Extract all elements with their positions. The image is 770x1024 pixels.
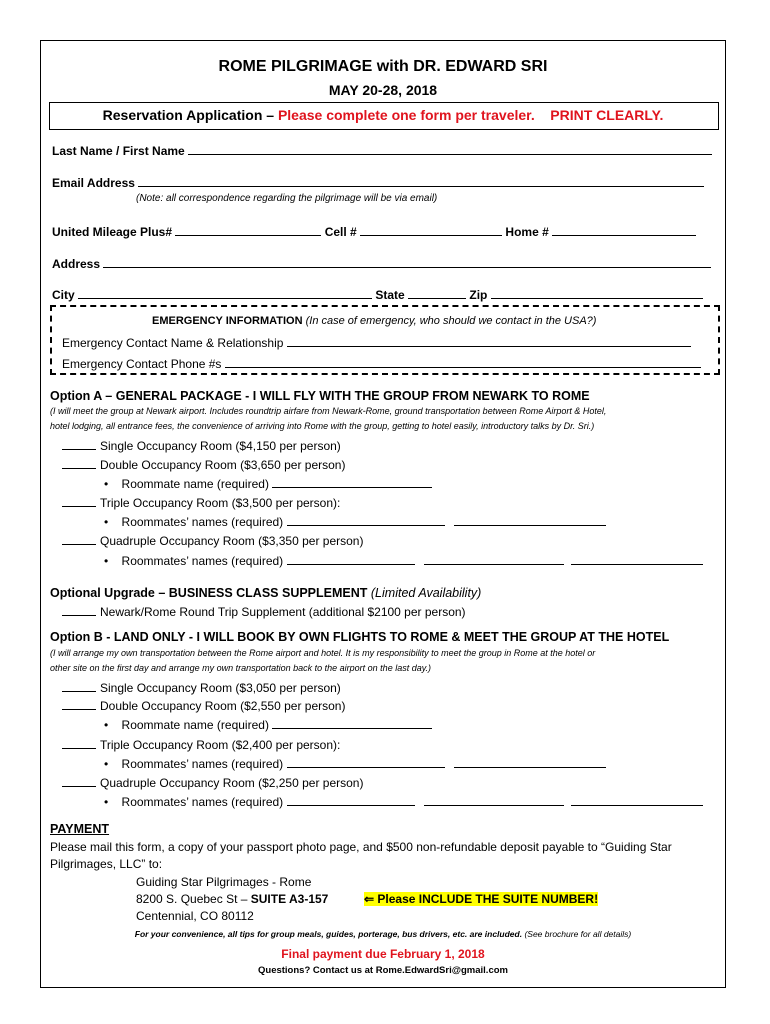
emergency-phone-label: Emergency Contact Phone #s <box>62 357 222 371</box>
mileage-line[interactable] <box>175 224 321 236</box>
option-b-title: Option B - LAND ONLY - I WILL BOOK BY OWN FLIGHTS TO ROME & MEET THE GROUP AT THE HOTEL <box>50 630 670 644</box>
option-a-title: Option A – GENERAL PACKAGE - I WILL FLY WITH THE GROUP FROM NEWARK TO ROME <box>50 389 590 403</box>
upgrade-supplement-label: Newark/Rome Round Trip Supplement (additional $2100 per person) <box>100 605 466 619</box>
option-a-triple[interactable] <box>62 495 340 510</box>
print-clearly: PRINT CLEARLY. <box>550 107 664 123</box>
option-a-roommates-quad-line-1[interactable] <box>287 553 415 565</box>
option-b-roommates-quad <box>104 794 703 809</box>
final-payment-due: Final payment due February 1, 2018 <box>281 947 485 961</box>
suite-reminder: ⇐ Please INCLUDE THE SUITE NUMBER! <box>364 892 599 906</box>
option-b-single[interactable] <box>62 680 341 695</box>
emergency-title: EMERGENCY INFORMATION <box>152 315 303 327</box>
emergency-subtitle: (In case of emergency, who should we contact in the USA?) <box>305 315 597 327</box>
option-a-roommate-label: Roommate name (required) <box>121 477 269 491</box>
tips-note <box>40 929 726 939</box>
mileage-label: United Mileage Plus# <box>52 225 173 239</box>
state-line[interactable] <box>408 287 466 299</box>
option-b-roommates <box>104 756 606 771</box>
option-a-quad-label: Quadruple Occupancy Room ($3,350 per person) <box>100 534 364 548</box>
option-a-roommates-line-1[interactable] <box>287 514 445 526</box>
upgrade-title: Optional Upgrade – BUSINESS CLASS SUPPLEMENT <box>50 586 368 600</box>
upgrade-availability: (Limited Availability) <box>370 586 482 600</box>
option-a-roommates-quad-label: Roommates’ names (required) <box>121 554 284 568</box>
mailing-address-line-3: Centennial, CO 80112 <box>136 909 254 923</box>
option-a-triple-label: Triple Occupancy Room ($3,500 per person): <box>100 496 341 510</box>
option-a-roommates-quad-line-3[interactable] <box>571 553 703 565</box>
option-b-triple[interactable] <box>62 737 340 752</box>
address-label: Address <box>52 257 101 271</box>
option-a-roommates <box>104 514 606 529</box>
option-a-roommates-label: Roommates’ names (required) <box>121 515 284 529</box>
upgrade-heading <box>50 586 481 600</box>
city-label: City <box>52 288 75 302</box>
reservation-instruction: Please complete one form per traveler. <box>277 107 535 123</box>
option-b-roommates-line-1[interactable] <box>287 756 445 768</box>
option-b-roommates-label: Roommates’ names (required) <box>121 757 284 771</box>
payment-text-2: Pilgrimages, LLC” to: <box>50 857 163 871</box>
option-b-roommates-line-2[interactable] <box>454 756 606 768</box>
cell-line[interactable] <box>360 224 502 236</box>
option-b-roommates-quad-line-2[interactable] <box>424 794 564 806</box>
option-b-triple-label: Triple Occupancy Room ($2,400 per person): <box>100 738 341 752</box>
last-first-name-line[interactable] <box>188 143 712 155</box>
emergency-phone-field[interactable] <box>62 356 701 371</box>
option-a-roommate <box>104 476 432 491</box>
contact-line: Questions? Contact us at Rome.EdwardSri@gmail.com <box>258 965 508 976</box>
reservation-line <box>40 107 726 123</box>
mailing-address-line-1: Guiding Star Pilgrimages - Rome <box>136 875 312 889</box>
option-a-roommates-line-2[interactable] <box>454 514 606 526</box>
option-a-single[interactable] <box>62 438 341 453</box>
payment-heading: PAYMENT <box>50 822 110 836</box>
option-a-roommates-quad-line-2[interactable] <box>424 553 564 565</box>
emergency-contact-line[interactable] <box>287 335 691 347</box>
option-b-note-2: other site on the first day and arrange my own transportation back to the airport on the last day.) <box>50 663 432 673</box>
option-a-quad[interactable] <box>62 533 363 548</box>
emergency-contact-field[interactable] <box>62 335 691 350</box>
option-b-double[interactable] <box>62 698 345 713</box>
option-b-quad-blank[interactable] <box>62 775 96 787</box>
option-b-single-label: Single Occupancy Room ($3,050 per person) <box>100 681 341 695</box>
option-b-single-blank[interactable] <box>62 680 96 692</box>
option-b-note-1: (I will arrange my own transportation between the Rome airport and hotel. It is my responsibility to meet the group in Rome at the hotel or <box>50 648 596 658</box>
reservation-prefix: Reservation Application – <box>102 107 275 123</box>
home-line[interactable] <box>552 224 696 236</box>
option-a-single-blank[interactable] <box>62 438 96 450</box>
home-label: Home # <box>505 225 549 239</box>
zip-label: Zip <box>469 288 488 302</box>
zip-line[interactable] <box>491 287 703 299</box>
address-field[interactable] <box>52 256 711 271</box>
option-a-single-label: Single Occupancy Room ($4,150 per person) <box>100 439 341 453</box>
state-label: State <box>375 288 405 302</box>
option-b-quad-label: Quadruple Occupancy Room ($2,250 per person) <box>100 776 364 790</box>
tips-brochure: (See brochure for all details) <box>524 929 632 939</box>
email-label: Email Address <box>52 176 135 190</box>
option-b-roommates-quad-line-3[interactable] <box>571 794 703 806</box>
last-first-name-field[interactable] <box>52 143 712 158</box>
last-first-name-label: Last Name / First Name <box>52 144 185 158</box>
address-line[interactable] <box>103 256 711 268</box>
phone-row <box>52 224 696 239</box>
option-b-roommates-quad-line-1[interactable] <box>287 794 415 806</box>
emergency-contact-label: Emergency Contact Name & Relationship <box>62 336 284 350</box>
option-b-double-blank[interactable] <box>62 698 96 710</box>
form-dates: MAY 20-28, 2018 <box>328 82 438 98</box>
option-b-roommate <box>104 717 432 732</box>
form-title: ROME PILGRIMAGE with DR. EDWARD SRI <box>218 58 548 75</box>
mailing-address-line-2 <box>136 892 328 906</box>
option-a-triple-blank[interactable] <box>62 495 96 507</box>
option-b-double-label: Double Occupancy Room ($2,550 per person) <box>100 699 346 713</box>
option-b-roommate-line[interactable] <box>272 717 432 729</box>
option-a-double-label: Double Occupancy Room ($3,650 per person) <box>100 458 346 472</box>
cell-label: Cell # <box>324 225 357 239</box>
emergency-phone-line[interactable] <box>225 356 701 368</box>
upgrade-supplement-blank[interactable] <box>62 604 96 616</box>
emergency-heading <box>152 315 596 327</box>
option-a-roommates-quad <box>104 553 703 568</box>
option-b-triple-blank[interactable] <box>62 737 96 749</box>
option-a-double-blank[interactable] <box>62 457 96 469</box>
option-a-quad-blank[interactable] <box>62 533 96 545</box>
option-b-roommate-label: Roommate name (required) <box>121 718 269 732</box>
email-line[interactable] <box>138 175 704 187</box>
city-line[interactable] <box>78 287 372 299</box>
tips-text: For your convenience, all tips for group meals, guides, porterage, bus drivers, etc. are included. <box>134 929 523 939</box>
option-a-double[interactable] <box>62 457 345 472</box>
payment-text-1: Please mail this form, a copy of your passport photo page, and $500 non-refundable deposit payable to “Guiding Star <box>50 840 672 854</box>
option-b-roommates-quad-label: Roommates’ names (required) <box>121 795 284 809</box>
option-b-quad[interactable] <box>62 775 363 790</box>
city-row <box>52 287 703 302</box>
mailing-suite: SUITE A3-157 <box>250 892 329 906</box>
option-a-roommate-line[interactable] <box>272 476 432 488</box>
upgrade-supplement[interactable] <box>62 604 466 619</box>
email-field[interactable] <box>52 175 704 190</box>
mailing-street: 8200 S. Quebec St – <box>136 892 248 906</box>
email-note: (Note: all correspondence regarding the pilgrimage will be via email) <box>136 193 438 204</box>
option-a-note-1: (I will meet the group at Newark airport. Includes roundtrip airfare from Newark-Rome, ground transportation between Rome Airport & Hotel, <box>50 406 607 416</box>
option-a-note-2: hotel lodging, all entrance fees, the convenience of arriving into Rome with the group, getting to hotel easily, introductory talks by Dr. Sri.) <box>50 421 595 431</box>
